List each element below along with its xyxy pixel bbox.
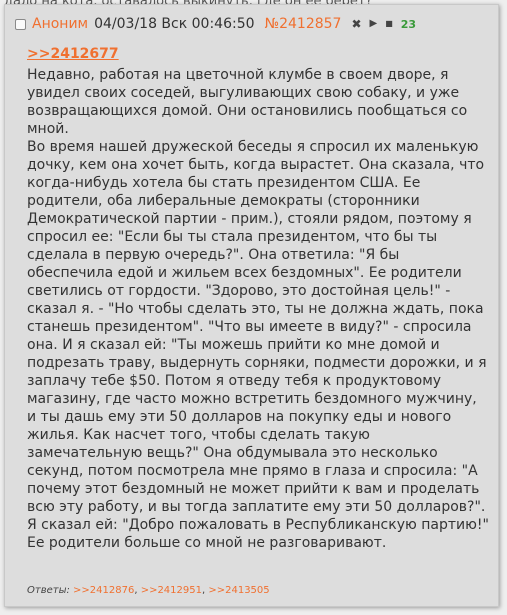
post-paragraph: Недавно, работая на цветочной клумбе в своем дворе, я увидел своих соседей, выгуливающих свою собаку, и уже возвращающихся домой. Они остановились пообщаться со мной. bbox=[27, 67, 468, 137]
replies-label: Ответы: bbox=[27, 585, 70, 596]
post-preview bbox=[4, 4, 499, 607]
post-datetime: 04/03/18 Вск 00:46:50 bbox=[94, 16, 255, 32]
reply-to-link[interactable]: >>2412677 bbox=[27, 46, 119, 62]
post-body bbox=[27, 66, 489, 552]
play-icon[interactable]: ▶ bbox=[369, 18, 378, 29]
reply-link[interactable]: >>2413505 bbox=[208, 585, 270, 596]
post-paragraph: Во время нашей дружеской беседы я спросил их маленькую дочку, кем она хочет быть, когда вырастет. Она сказала, что когда-нибудь хотела бы стать президентом США. Ее родители, оба либеральные демократы (сторонники Демократической партии - прим.), стояли рядом, поэтому я спросил ее: "Если бы ты стала президентом, что бы ты сделала в первую очередь?". Она ответила: "Я бы обеспечила едой и жильем всех бездомных". Ее родители светились от гордости. "Здорово, это достойная цель!" - сказал я. - "Но чтобы сделать это, ты не должна ждать, пока станешь президентом". "Что вы имеете в виду?" - спросила она. И я сказал ей: "Ты можешь прийти ко мне домой и подрезать траву, выдернуть сорняки, подмести дорожки, и я заплачу тебе $50. Потом я отведу тебя к продуктовому магазину, где часто можно встретить бездомного мужчину, и ты дашь ему эти 50 долларов на покупку еды и нового жилья. Как насчет того, чтобы сделать такую замечательную вещь?" Она обдумывала это несколько секунд, потом посмотрела мне прямо в глаза и спросила: "А почему этот бездомный не может прийти к вам и проделать всю эту работу, и вы тогда заплатите ему эти 50 долларов?". Я сказал ей: "Добро пожаловать в Республиканскую партию!" Ее родители больше со мной не разговаривают. bbox=[27, 139, 489, 551]
reply-link[interactable]: >>2412876 bbox=[73, 585, 135, 596]
play-icon-filled[interactable]: ■ bbox=[385, 19, 393, 28]
post-number-link[interactable]: №2412857 bbox=[264, 16, 342, 32]
close-icon[interactable]: ✖ bbox=[351, 17, 362, 31]
posts-count-badge: 23 bbox=[400, 17, 417, 31]
select-post-checkbox[interactable] bbox=[15, 19, 26, 30]
replies-list: Ответы: >>2412876, >>2412951, >>2413505 bbox=[27, 585, 270, 596]
reply-link[interactable]: >>2412951 bbox=[140, 585, 202, 596]
post-author[interactable]: Аноним bbox=[32, 16, 89, 32]
post-header bbox=[15, 15, 416, 33]
